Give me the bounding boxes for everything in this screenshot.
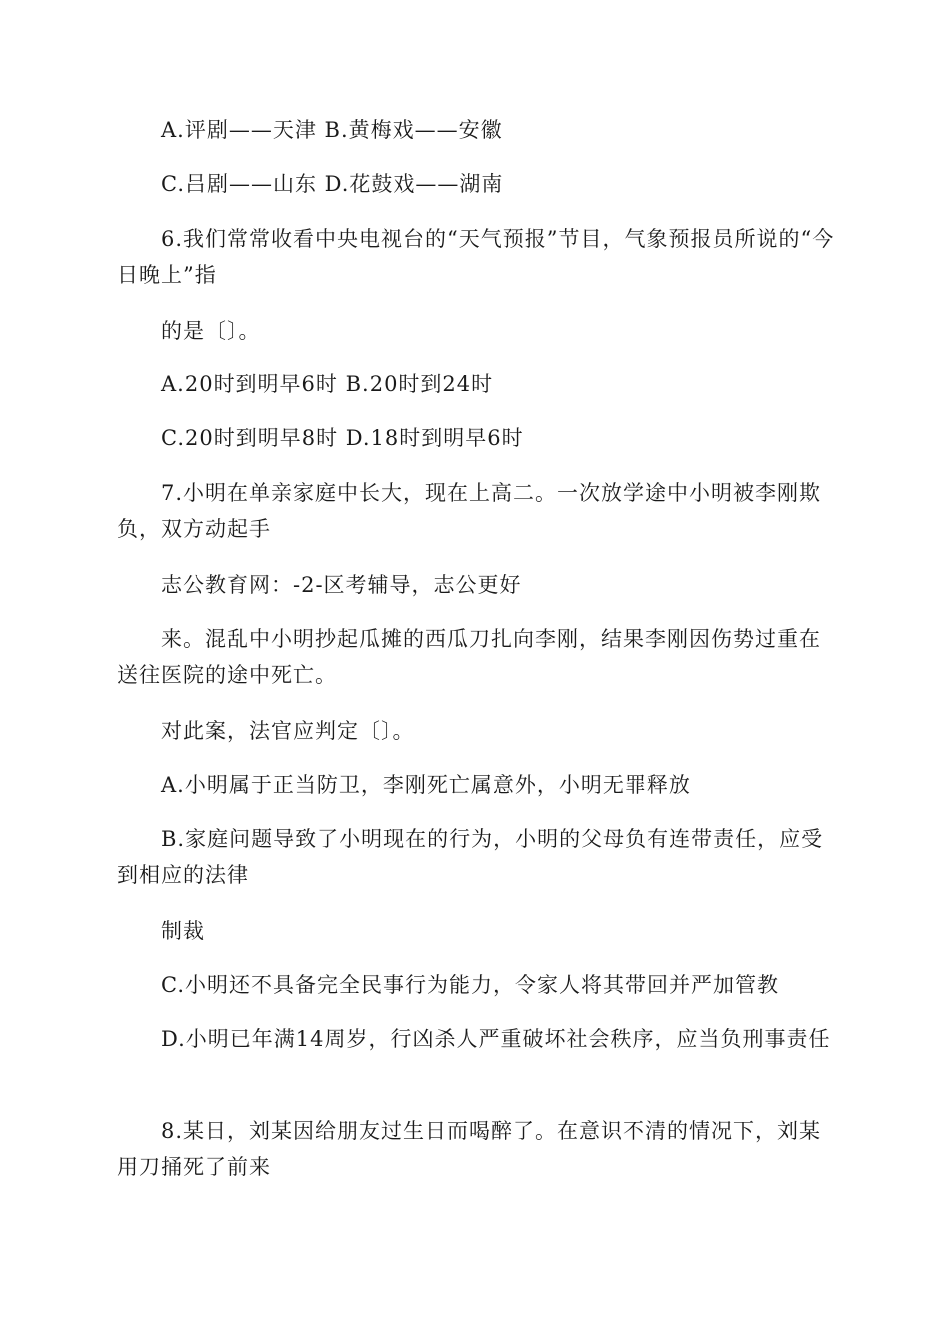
q7-option-b-cont: 制裁 xyxy=(161,919,205,943)
q7-option-d: D.小明已年满14周岁，行凶杀人严重破坏社会秩序，应当负刑事责任 xyxy=(161,1027,831,1051)
q6-options-ab: A.20时到明早6时 B.20时到24时 xyxy=(161,372,494,396)
q7-option-c: C.小明还不具备完全民事行为能力，令家人将其带回并严加管教 xyxy=(161,973,779,997)
q7-question: 对此案，法官应判定〔〕。 xyxy=(161,719,415,743)
q5-options-cd: C.吕剧——山东 D.花鼓戏——湖南 xyxy=(161,172,504,196)
q5-options-ab: A.评剧——天津 B.黄梅戏——安徽 xyxy=(161,118,503,142)
q7-stem: 7.小明在单亲家庭中长大，现在上高二。一次放学途中小明被李刚欺负，双方动起手 xyxy=(117,481,822,541)
q8-stem: 8.某日，刘某因给朋友过生日而喝醉了。在意识不清的情况下，刘某用刀捅死了前来 xyxy=(117,1119,822,1179)
footer-watermark: 志公教育网：-2-区考辅导，志公更好 xyxy=(161,573,522,597)
q6-stem-cont: 的是〔〕。 xyxy=(161,319,261,343)
q7-option-a: A.小明属于正当防卫，李刚死亡属意外，小明无罪释放 xyxy=(161,773,691,797)
q7-stem-cont: 来。混乱中小明抄起瓜摊的西瓜刀扎向李刚，结果李刚因伤势过重在送往医院的途中死亡。 xyxy=(117,627,821,687)
q6-options-cd: C.20时到明早8时 D.18时到明早6时 xyxy=(161,426,524,450)
q7-option-b: B.家庭问题导致了小明现在的行为，小明的父母负有连带责任，应受到相应的法律 xyxy=(117,827,824,887)
q6-stem: 6.我们常常收看中央电视台的“天气预报”节目，气象预报员所说的“今日晚上”指 xyxy=(117,227,835,287)
